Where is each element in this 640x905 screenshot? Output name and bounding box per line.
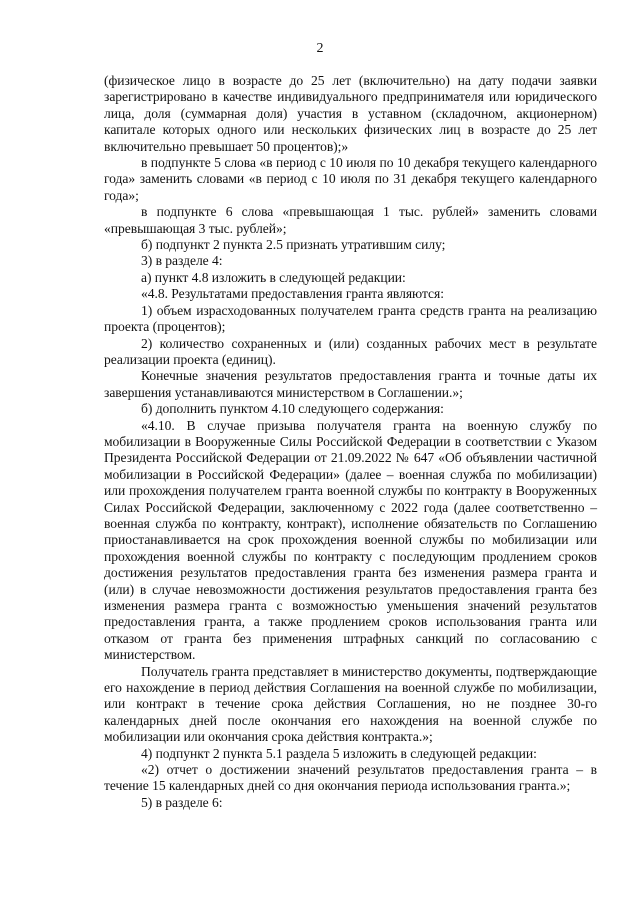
- paragraph: 5) в разделе 6:: [141, 794, 223, 810]
- document-body: [104, 73, 597, 811]
- paragraph: «4.10. В случае призыва получателя гранта на военную службу по мобилизации в Вооруженные Силы Российской Федерации в соответствии с Указом Президента Российской Федерации от 21.09.2022 № 647 «Об объявлении частичной мобилизации в Российской Федерации» (далее – военная служба по мобилизации) или прохождения получателем гранта военной службы по контракту в Вооруженных Силах Российской Федерации, заключенному с 2022 года (далее соответственно – военная служба по контракту, контракт), исполнение обязательств по Соглашению приостанавливается на срок прохождения военной службы по мобилизации или прохождения военной службы по контракту с последующим продлением сроков достижения результатов предоставления гранта без изменения размера гранта и (или) в случае невозможности достижения результатов предоставления гранта без изменения размера гранта с возможностью уменьшения значений результатов предоставления гранта, а также продлением сроков использования гранта или отказом от гранта без применения штрафных санкций по согласованию с министерством.: [104, 417, 597, 663]
- paragraph: (физическое лицо в возрасте до 25 лет (включительно) на дату подачи заявки зарегистрировано в качестве индивидуального предпринимателя или юридического лица, доля (суммарная доля) участия в уставном (складочном, акционерном) капитале которых одного или нескольких физических лиц в возрасте до 25 лет включительно превышает 50 процентов);»: [104, 73, 597, 154]
- paragraph: б) подпункт 2 пункта 2.5 признать утратившим силу;: [141, 237, 446, 253]
- paragraph: в подпункте 5 слова «в период с 10 июля по 10 декабря текущего календарного года» заменить словами «в период с 10 июля по 31 декабря текущего календарного года»;: [104, 155, 597, 203]
- paragraph: в подпункте 6 слова «превышающая 1 тыс. рублей» заменить словами «превышающая 3 тыс. рублей»;: [104, 204, 597, 236]
- paragraph: Получатель гранта представляет в министерство документы, подтверждающие его нахождение в период действия Соглашения на военной службе по мобилизации, или контракт в течение срока действия Соглашения, но не позднее 30-го календарных дней после окончания его нахождения на военной службе по мобилизации или окончания срока действия контракта.»;: [104, 663, 597, 745]
- paragraph: 4) подпункт 2 пункта 5.1 раздела 5 изложить в следующей редакции:: [141, 745, 537, 761]
- paragraph: а) пункт 4.8 изложить в следующей редакции:: [141, 269, 406, 285]
- paragraph: «2) отчет о достижении значений результатов предоставления гранта – в течение 15 календарных дней со дня окончания периода использования гранта.»;: [104, 762, 597, 794]
- paragraph: «4.8. Результатами предоставления гранта являются:: [141, 286, 444, 302]
- paragraph: 3) в разделе 4:: [141, 253, 223, 269]
- paragraph: 1) объем израсходованных получателем гранта средств гранта на реализацию проекта (процентов);: [104, 302, 597, 335]
- page-number: 2: [316, 41, 324, 56]
- paragraph: Конечные значения результатов предоставления гранта и точные даты их завершения устанавливаются министерством в Соглашении.»;: [104, 368, 597, 400]
- paragraph: б) дополнить пунктом 4.10 следующего содержания:: [141, 401, 444, 417]
- paragraph: 2) количество сохраненных и (или) созданных рабочих мест в результате реализации проекта (единиц).: [104, 335, 597, 367]
